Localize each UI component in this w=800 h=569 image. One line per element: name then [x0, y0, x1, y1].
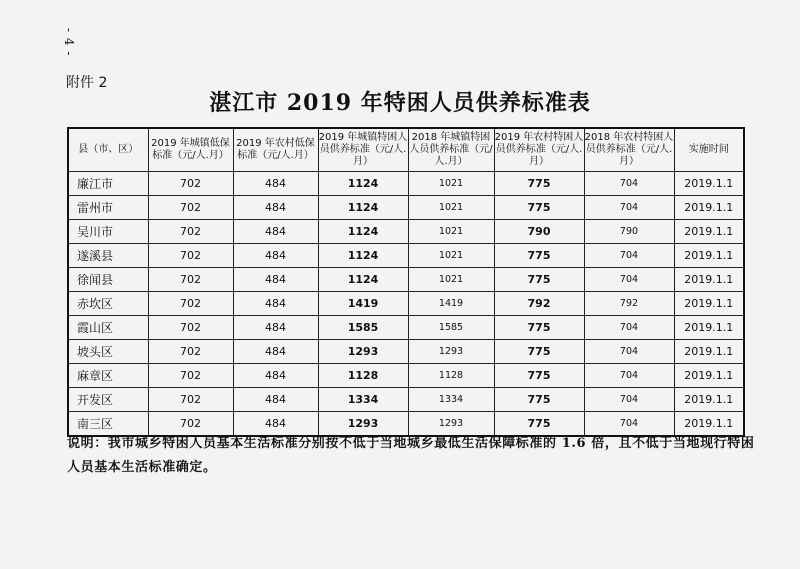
cell-urban-dibao-2019: 702: [148, 412, 233, 437]
cell-urban-tekun-2019: 1293: [318, 340, 408, 364]
cell-urban-tekun-2019: 1293: [318, 412, 408, 437]
cell-urban-dibao-2019: 702: [148, 364, 233, 388]
cell-urban-tekun-2019: 1128: [318, 364, 408, 388]
cell-county: 遂溪县: [68, 244, 148, 268]
cell-effective-date: 2019.1.1: [674, 364, 744, 388]
cell-urban-tekun-2018: 1021: [408, 220, 494, 244]
header-rural-tekun-2018: 2018 年农村特困人员供养标准（元/人.月）: [584, 128, 674, 172]
cell-county: 开发区: [68, 388, 148, 412]
cell-rural-tekun-2018: 704: [584, 268, 674, 292]
cell-urban-tekun-2019: 1585: [318, 316, 408, 340]
cell-county: 徐闻县: [68, 268, 148, 292]
cell-rural-dibao-2019: 484: [233, 388, 318, 412]
explanatory-note: 说明：我市城乡特困人员基本生活标准分别按不低于当地城乡最低生活保障标准的 1.6 倍，且不低于当地现行特困人员基本生活标准确定。: [67, 436, 755, 475]
cell-rural-dibao-2019: 484: [233, 268, 318, 292]
cell-rural-tekun-2019: 775: [494, 244, 584, 268]
cell-effective-date: 2019.1.1: [674, 292, 744, 316]
cell-rural-dibao-2019: 484: [233, 172, 318, 196]
cell-county: 廉江市: [68, 172, 148, 196]
cell-urban-tekun-2018: 1021: [408, 244, 494, 268]
cell-urban-tekun-2019: 1124: [318, 268, 408, 292]
table-row: [68, 172, 744, 196]
cell-rural-tekun-2018: 704: [584, 364, 674, 388]
table-row: [68, 196, 744, 220]
cell-rural-tekun-2019: 790: [494, 220, 584, 244]
cell-urban-dibao-2019: 702: [148, 172, 233, 196]
cell-rural-dibao-2019: 484: [233, 292, 318, 316]
cell-rural-tekun-2018: 704: [584, 388, 674, 412]
cell-rural-tekun-2019: 775: [494, 268, 584, 292]
cell-county: 麻章区: [68, 364, 148, 388]
table-row: [68, 316, 744, 340]
cell-effective-date: 2019.1.1: [674, 316, 744, 340]
cell-county: 霞山区: [68, 316, 148, 340]
table-row: [68, 268, 744, 292]
cell-effective-date: 2019.1.1: [674, 268, 744, 292]
cell-effective-date: 2019.1.1: [674, 388, 744, 412]
cell-rural-dibao-2019: 484: [233, 412, 318, 437]
cell-urban-tekun-2019: 1124: [318, 244, 408, 268]
cell-rural-tekun-2019: 775: [494, 340, 584, 364]
cell-urban-tekun-2019: 1124: [318, 172, 408, 196]
cell-urban-dibao-2019: 702: [148, 292, 233, 316]
header-rural-dibao-2019: 2019 年农村低保标准（元/人.月）: [233, 128, 318, 172]
page-title: 湛江市 2019 年特困人员供养标准表: [209, 90, 591, 116]
cell-rural-tekun-2018: 704: [584, 172, 674, 196]
header-county: 县（市、区）: [68, 128, 148, 172]
cell-rural-tekun-2019: 775: [494, 316, 584, 340]
cell-rural-tekun-2018: 704: [584, 340, 674, 364]
cell-urban-dibao-2019: 702: [148, 196, 233, 220]
cell-urban-tekun-2018: 1128: [408, 364, 494, 388]
cell-urban-tekun-2019: 1124: [318, 220, 408, 244]
cell-county: 吴川市: [68, 220, 148, 244]
cell-urban-tekun-2018: 1334: [408, 388, 494, 412]
cell-effective-date: 2019.1.1: [674, 244, 744, 268]
header-urban-tekun-2019: 2019 年城镇特困人员供养标准（元/人.月）: [318, 128, 408, 172]
cell-urban-tekun-2018: 1293: [408, 340, 494, 364]
cell-urban-tekun-2018: 1021: [408, 172, 494, 196]
cell-effective-date: 2019.1.1: [674, 196, 744, 220]
cell-urban-tekun-2019: 1334: [318, 388, 408, 412]
cell-effective-date: 2019.1.1: [674, 172, 744, 196]
attachment-label: 附件 2: [66, 75, 108, 91]
page-number: - 4 -: [62, 28, 76, 57]
cell-rural-tekun-2018: 704: [584, 196, 674, 220]
cell-county: 雷州市: [68, 196, 148, 220]
table-row: [68, 220, 744, 244]
cell-county: 南三区: [68, 412, 148, 437]
table-header-row: [68, 128, 744, 172]
cell-rural-tekun-2019: 775: [494, 196, 584, 220]
cell-urban-tekun-2019: 1124: [318, 196, 408, 220]
cell-rural-dibao-2019: 484: [233, 364, 318, 388]
cell-rural-tekun-2018: 792: [584, 292, 674, 316]
cell-urban-tekun-2018: 1585: [408, 316, 494, 340]
cell-urban-dibao-2019: 702: [148, 268, 233, 292]
table-row: [68, 292, 744, 316]
cell-rural-tekun-2019: 775: [494, 364, 584, 388]
cell-rural-tekun-2019: 775: [494, 172, 584, 196]
cell-rural-tekun-2018: 704: [584, 412, 674, 437]
cell-rural-tekun-2018: 790: [584, 220, 674, 244]
cell-urban-dibao-2019: 702: [148, 316, 233, 340]
standards-table: [67, 127, 745, 437]
cell-effective-date: 2019.1.1: [674, 220, 744, 244]
cell-rural-tekun-2018: 704: [584, 316, 674, 340]
cell-rural-dibao-2019: 484: [233, 244, 318, 268]
header-urban-tekun-2018: 2018 年城镇特困人员供养标准（元/人.月）: [408, 128, 494, 172]
cell-rural-tekun-2019: 775: [494, 412, 584, 437]
header-effective-date: 实施时间: [674, 128, 744, 172]
cell-urban-dibao-2019: 702: [148, 388, 233, 412]
cell-urban-dibao-2019: 702: [148, 340, 233, 364]
cell-urban-tekun-2018: 1293: [408, 412, 494, 437]
table-row: [68, 388, 744, 412]
header-urban-dibao-2019: 2019 年城镇低保标准（元/人.月）: [148, 128, 233, 172]
cell-urban-tekun-2018: 1021: [408, 268, 494, 292]
cell-rural-tekun-2019: 775: [494, 388, 584, 412]
header-rural-tekun-2019: 2019 年农村特困人员供养标准（元/人.月）: [494, 128, 584, 172]
cell-rural-dibao-2019: 484: [233, 316, 318, 340]
cell-rural-dibao-2019: 484: [233, 340, 318, 364]
cell-effective-date: 2019.1.1: [674, 340, 744, 364]
cell-rural-tekun-2018: 704: [584, 244, 674, 268]
cell-county: 赤坎区: [68, 292, 148, 316]
table-row: [68, 364, 744, 388]
cell-urban-tekun-2018: 1419: [408, 292, 494, 316]
cell-effective-date: 2019.1.1: [674, 412, 744, 437]
cell-urban-dibao-2019: 702: [148, 220, 233, 244]
cell-urban-tekun-2019: 1419: [318, 292, 408, 316]
table-row: [68, 340, 744, 364]
table-row: [68, 244, 744, 268]
cell-urban-dibao-2019: 702: [148, 244, 233, 268]
cell-county: 坡头区: [68, 340, 148, 364]
cell-rural-dibao-2019: 484: [233, 196, 318, 220]
cell-urban-tekun-2018: 1021: [408, 196, 494, 220]
cell-rural-tekun-2019: 792: [494, 292, 584, 316]
cell-rural-dibao-2019: 484: [233, 220, 318, 244]
